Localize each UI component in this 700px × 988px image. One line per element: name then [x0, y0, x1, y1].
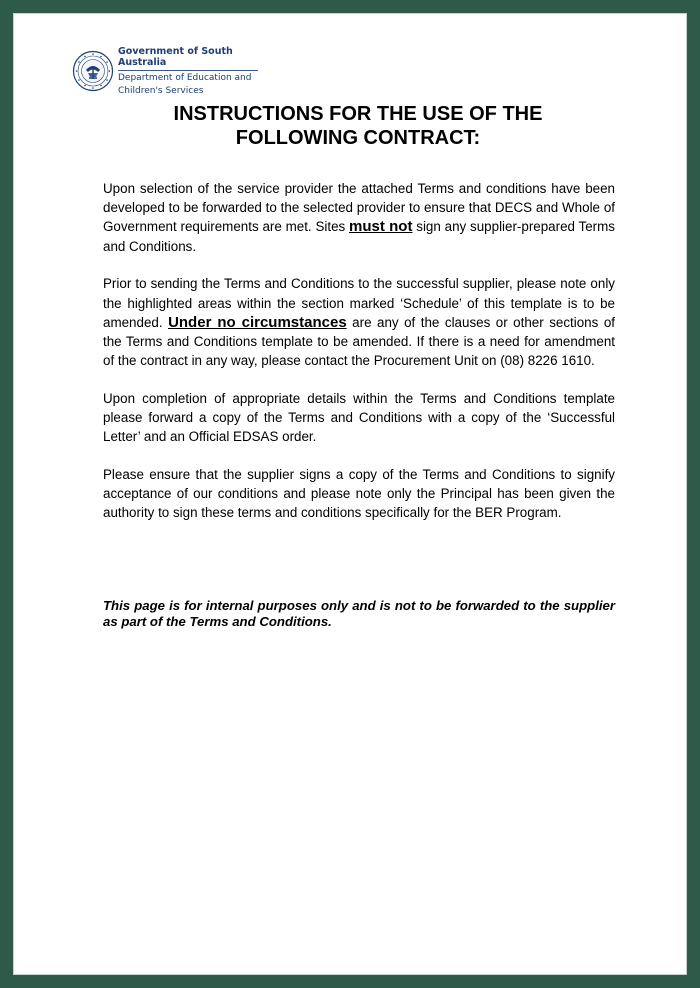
department-name-line1: Department of Education and [118, 73, 252, 83]
paragraph-text: are any of the clauses or other sections of the Terms and Conditions template to be amended. If there is a need for amendment of the contract in any way, please contact the Procurement Unit on (08) 8226 1610. [103, 314, 615, 369]
title-line-1: INSTRUCTIONS FOR THE USE OF THE [173, 103, 543, 125]
paragraph-text: Prior to sending the Terms and Conditions to the successful supplier, please note only the highlighted areas within the section marked ‘Schedule’ of this template is to be amended. [103, 276, 615, 330]
letterhead [72, 46, 258, 96]
paragraph-signing: Please ensure that the supplier signs a copy of the Terms and Conditions to signify acceptance of our conditions and please note only the Principal has been given the authority to sign these terms and conditions specifically for the BER Program. [103, 466, 615, 521]
title-line-2: FOLLOWING CONTRACT: [235, 127, 481, 149]
government-name: Government of South Australia [118, 46, 258, 71]
instructions-body [103, 179, 615, 541]
page-title [100, 102, 616, 150]
internal-use-note: This page is for internal purposes only and is not to be forwarded to the supplier as part of the Terms and Conditions. [103, 598, 615, 629]
paragraph-text: Upon selection of the service provider the attached Terms and conditions have been developed to be forwarded to the selected provider to ensure that DECS and Whole of Government requirements are met. Sites [103, 181, 615, 235]
sa-government-crest-icon [72, 50, 114, 92]
emphasis-must-not: must not [349, 218, 413, 236]
paragraph-amendments [103, 274, 615, 370]
paragraph-selection [103, 179, 615, 256]
paragraph-completion: Upon completion of appropriate details within the Terms and Conditions template please forward a copy of the Terms and Conditions with a copy of the ‘Successful Letter’ and an Official EDSAS order. [103, 390, 615, 445]
emphasis-under-no-circumstances: Under no circumstances [168, 313, 347, 331]
department-name-line2: Children's Services [118, 85, 204, 96]
paragraph-text: sign any supplier-prepared Terms and Conditions. [103, 219, 615, 254]
